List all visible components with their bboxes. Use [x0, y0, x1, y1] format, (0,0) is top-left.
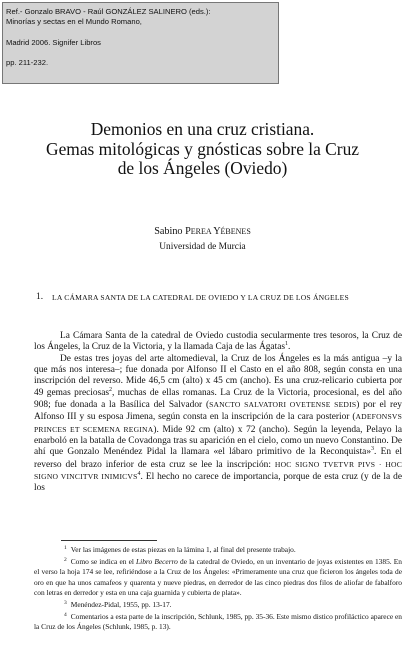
- section-heading: [38, 292, 400, 304]
- footnote-3: $^3$ Menéndez-Pidal, 1955, pp. 13-17.: [64, 599, 172, 610]
- footnote-ref-3[interactable]: 3: [371, 446, 375, 453]
- footnote-ref-4[interactable]: 4: [137, 471, 141, 477]
- section-number: 1.: [36, 292, 44, 302]
- author-affiliation: Universidad de Murcia: [159, 242, 246, 252]
- reference-editors: Ref.- Gonzalo BRAVO - Raúl GONZÁLEZ SALINERO (eds.):: [6, 7, 211, 16]
- footnote-ref-2[interactable]: 2: [109, 386, 113, 393]
- reference-pages: pp. 211-232.: [6, 58, 49, 68]
- reference-publisher: Madrid 2006. Signifer Libros: [6, 37, 101, 47]
- footnote-4: $^4$ Comentarios a esta parte de la inscripción, Schlunk, 1985, pp. 35-36. Este mismo distico profiláctico aparece en la Cruz de los Ángeles (Schlunk, 1985, p. 13).: [34, 611, 402, 632]
- footnote-1: $^1$ Ver las imágenes de estas piezas en la lámina 1, al final del presente trabajo.: [64, 544, 296, 554]
- article-title: [0, 120, 405, 179]
- footnote-2: $^2$ Como se indica en el Libro Becerro de la catedral de Oviedo, en un inventario de joyas existentes en 1385. En el verso la hoja 174 se lee, refiriéndose a la Cruz de los Ángeles: «Primeramente una cruz que ficieron los ángeles toda de oro en que ha unos camafeos y quarenta y nueve piedras, en derredor de las cinco piedras dos filos de aliofar de fabalforo con letras en derredor y esta en una caja guarnida y cubierta de plata».: [34, 556, 402, 597]
- footnote-divider: [61, 540, 157, 541]
- paragraph-2: De estas tres joyas del arte altomedieval, la Cruz de los Ángeles es la más antigua –y la que más nos interesa–; fue donada por Alfonso II el Casto en el año 808, según consta en una inscripción del reverso. Mide 46,5 cm (alto) x 45 cm (ancho). Es una cruz-relicario cubierta por 49 gemas preciosas$^2$, muchas de ellas romanas. La Cruz de la Victoria, procesional, es del año 908; fue donada a la Basílica del Salvador (SANCTO SALVATORI OVETENSE SEDIS) por el rey Alfonso III y su esposa Jimena, según consta en la inscripción de la cara posterior (ADEFONSVS PRINCES ET SCEMENA REGINA). Mide 92 cm (alto) x 72 (ancho). Según la leyenda, Pelayo la enarboló en la batalla de Covadonga tras su aparición en el cielo, como un nuevo Constantino. De ahí que Gonzalo Menéndez Pidal la llamara «el lábaro primitivo de la Reconquista»$^3$. En el reverso del brazo inferior de esta cruz se lee la inscripción: HOC SIGNO TVETVR PIVS · HOC SIGNO VINCITVR INIMICVS$^4$. El hecho no carece de importancia, porque de esta cruz (y de la de los: [34, 353, 402, 494]
- section-title: LA CÁMARA SANTA DE LA CATEDRAL DE OVIEDO Y LA CRUZ DE LOS ÁNGELES: [52, 293, 349, 302]
- title-line-2: Gemas mitológicas y gnósticas sobre la Cruz: [46, 138, 359, 159]
- footnote-ref-1[interactable]: 1: [285, 341, 289, 348]
- reference-box: [2, 2, 279, 84]
- body-text: [34, 331, 402, 495]
- paragraph-1: La Cámara Santa de la catedral de Oviedo custodia secularmente tres tesoros, la Cruz de los Ángeles, la Cruz de la Victoria, y la llamada Caja de las Ágatas$^1$.: [34, 331, 402, 353]
- author-name: Sabino PEREA YÉBENES: [154, 226, 251, 237]
- title-line-3: de los Ángeles (Oviedo): [117, 158, 288, 178]
- title-line-1: Demonios en una cruz cristiana.: [90, 119, 315, 139]
- reference-book-title: Minorías y sectas en el Mundo Romano,: [6, 17, 142, 27]
- footnotes: [34, 545, 402, 635]
